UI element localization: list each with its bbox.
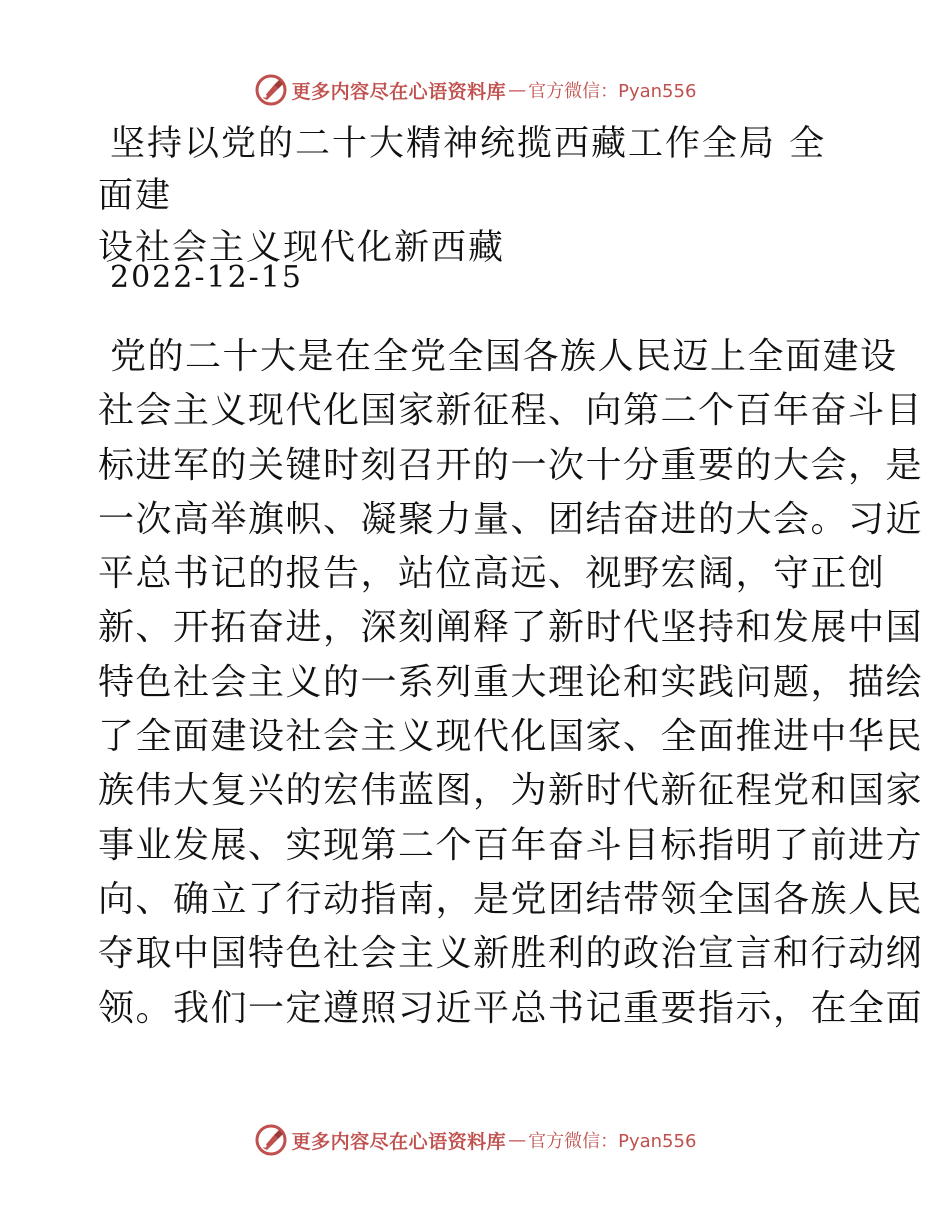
watermark-site-text: 更多内容尽在心语资料库 — [291, 80, 507, 103]
body-line: 标进军的关键时刻召开的一次十分重要的大会，是 — [98, 444, 924, 486]
watermark-site-text: 更多内容尽在心语资料库 — [291, 1130, 507, 1153]
watermark-dash: — — [508, 1129, 527, 1151]
body-line: 了全面建设社会主义现代化国家、全面推进中华民 — [98, 716, 924, 758]
watermark-dash: — — [508, 79, 527, 101]
body-line: 领。我们一定遵照习近平总书记重要指示，在全面 — [98, 987, 924, 1029]
watermark-footer — [0, 1120, 950, 1160]
fountain-pen-logo-icon — [254, 1123, 288, 1157]
body-line: 党的二十大是在全党全国各族人民迈上全面建设 — [110, 336, 898, 377]
body-line: 事业发展、实现第二个百年奋斗目标指明了前进方 — [98, 824, 924, 866]
watermark-header — [0, 70, 950, 110]
body-line: 新、开拓奋进，深刻阐释了新时代坚持和发展中国 — [98, 607, 924, 649]
body-line: 平总书记的报告，站位高远、视野宏阔，守正创 — [98, 553, 886, 595]
body-line: 特色社会主义的一系列重大理论和实践问题，描绘 — [98, 661, 924, 703]
document-body — [98, 330, 924, 1036]
document-date: 2022-12-15 — [110, 260, 303, 295]
body-line: 社会主义现代化国家新征程、向第二个百年奋斗目 — [98, 390, 924, 432]
watermark-wechat-text: 官方微信：Pyan556 — [528, 1131, 697, 1152]
document-title — [98, 118, 858, 274]
body-line: 一次高举旗帜、凝聚力量、团结奋进的大会。习近 — [98, 498, 924, 540]
body-line: 向、确立了行动指南，是党团结带领全国各族人民 — [98, 878, 924, 920]
fountain-pen-logo-icon — [254, 73, 288, 107]
body-line: 族伟大复兴的宏伟蓝图，为新时代新征程党和国家 — [98, 770, 924, 812]
body-line: 夺取中国特色社会主义新胜利的政治宣言和行动纲 — [98, 933, 924, 975]
watermark-wechat-text: 官方微信：Pyan556 — [528, 81, 697, 102]
title-line-1: 坚持以党的二十大精神统揽西藏工作全局 全面建 — [98, 124, 827, 216]
title-line-2: 设社会主义现代化新西藏 — [98, 228, 506, 268]
